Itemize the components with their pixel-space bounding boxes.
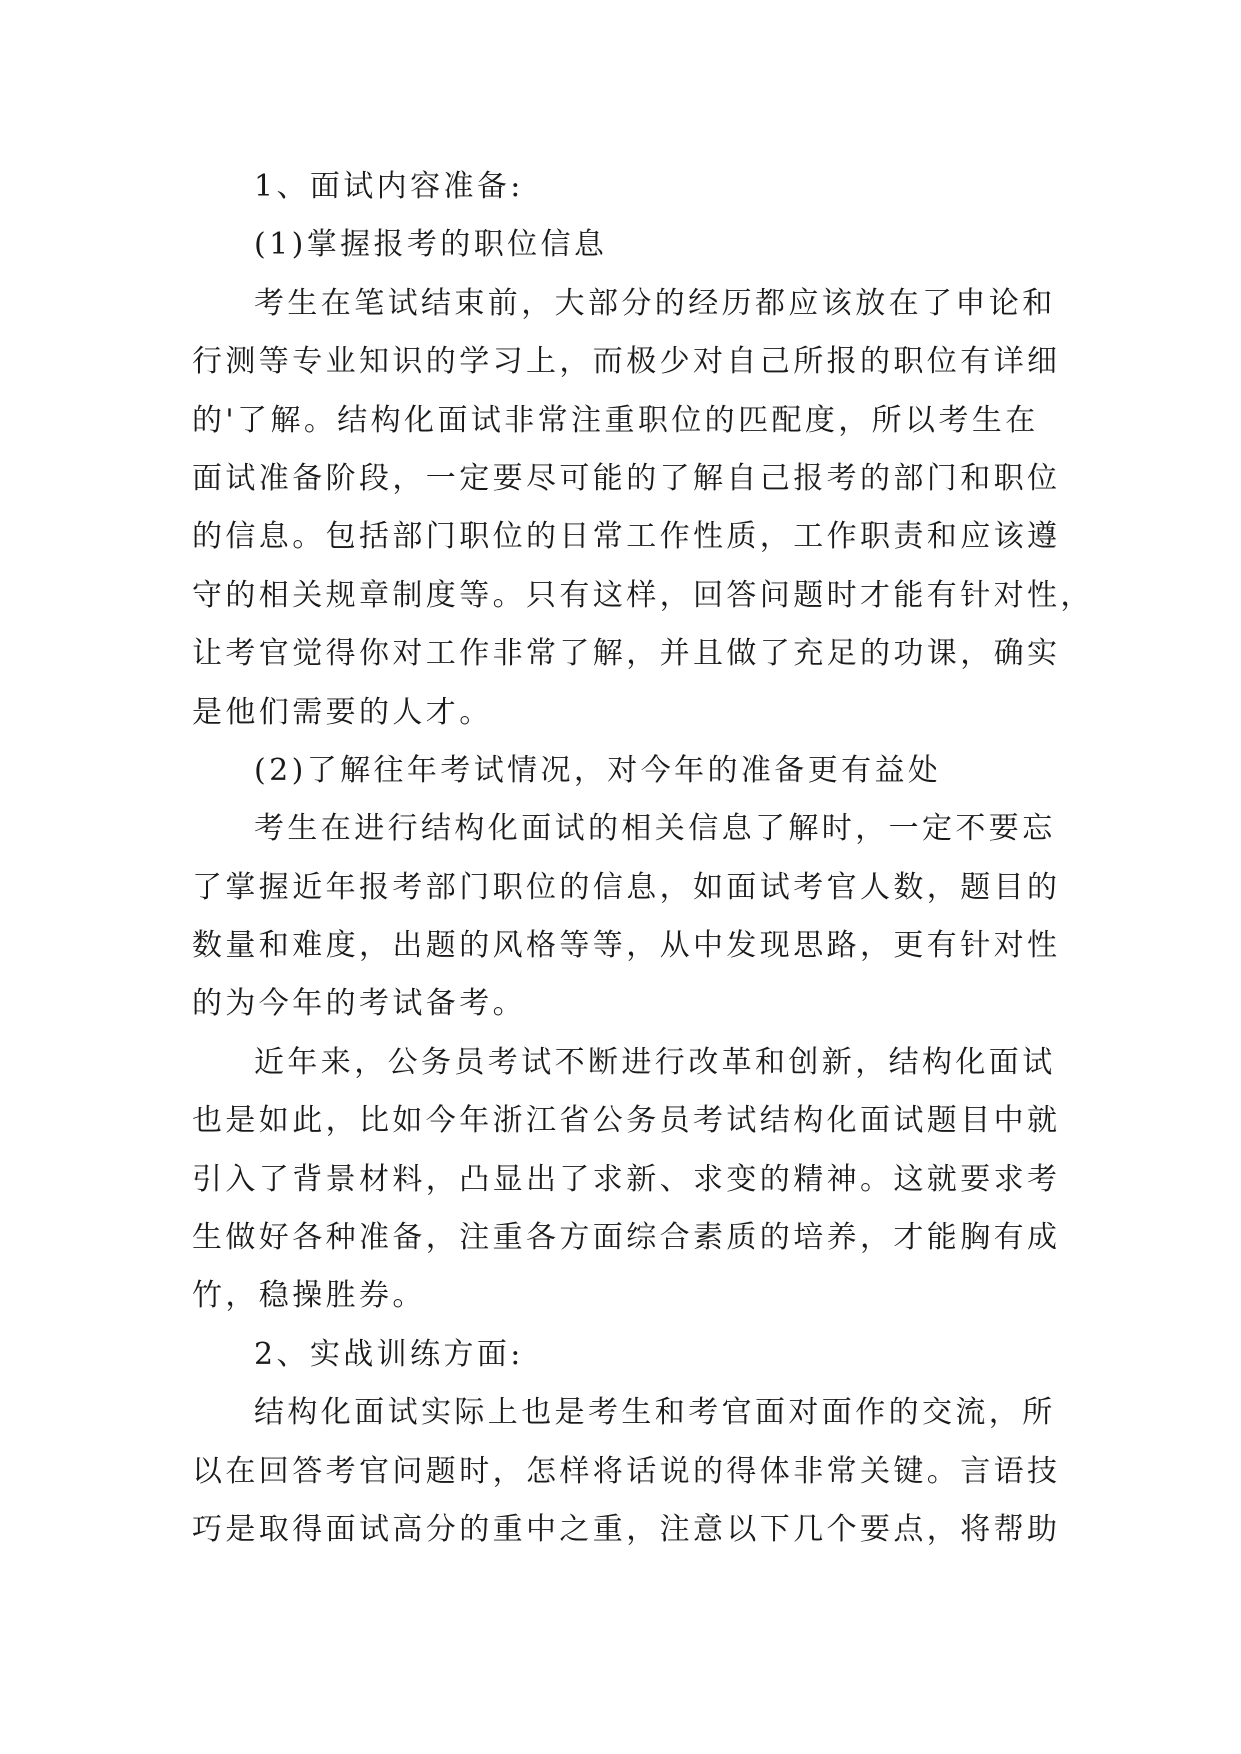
text-line: 是他们需要的人才。 — [192, 694, 493, 730]
text-line: 了掌握近年报考部门职位的信息，如面试考官人数，题目的 — [192, 869, 1061, 905]
text-line: (2)了解往年考试情况，对今年的准备更有益处 — [254, 752, 942, 788]
text-line: 让考官觉得你对工作非常了解，并且做了充足的功课，确实 — [192, 636, 1061, 672]
text-line: 结构化面试实际上也是考生和考官面对面作的交流，所 — [254, 1395, 1056, 1431]
text-line: (1)掌握报考的职位信息 — [254, 227, 608, 263]
text-line: 的'了解。结构化面试非常注重职位的匹配度，所以考生在 — [192, 402, 1039, 438]
text-line: 守的相关规章制度等。只有这样，回答问题时才能有针对性， — [192, 577, 1094, 613]
document-body — [192, 158, 1094, 1559]
text-line: 也是如此，比如今年浙江省公务员考试结构化面试题目中就 — [192, 1103, 1061, 1139]
text-line: 的信息。包括部门职位的日常工作性质，工作职责和应该遵 — [192, 519, 1061, 555]
text-line: 数量和难度，出题的风格等等，从中发现思路，更有针对性 — [192, 928, 1061, 964]
text-line: 考生在进行结构化面试的相关信息了解时，一定不要忘 — [254, 811, 1056, 847]
text-line: 的为今年的考试备考。 — [192, 986, 526, 1022]
text-line: 生做好各种准备，注重各方面综合素质的培养，才能胸有成 — [192, 1220, 1061, 1256]
text-line: 近年来，公务员考试不断进行改革和创新，结构化面试 — [254, 1044, 1056, 1080]
text-line: 以在回答考官问题时，怎样将话说的得体非常关键。言语技 — [192, 1453, 1061, 1489]
text-line: 引入了背景材料，凸显出了求新、求变的精神。这就要求考 — [192, 1161, 1061, 1197]
text-line: 行测等专业知识的学习上，而极少对自己所报的职位有详细 — [192, 344, 1061, 380]
text-line: 竹，稳操胜券。 — [192, 1278, 426, 1314]
text-line: 1、面试内容准备: — [254, 169, 524, 204]
text-line: 考生在笔试结束前，大部分的经历都应该放在了申论和 — [254, 285, 1056, 321]
text-line: 面试准备阶段，一定要尽可能的了解自己报考的部门和职位 — [192, 460, 1061, 496]
text-line: 巧是取得面试高分的重中之重，注意以下几个要点，将帮助 — [192, 1511, 1061, 1547]
text-line: 2、实战训练方面: — [254, 1336, 524, 1372]
